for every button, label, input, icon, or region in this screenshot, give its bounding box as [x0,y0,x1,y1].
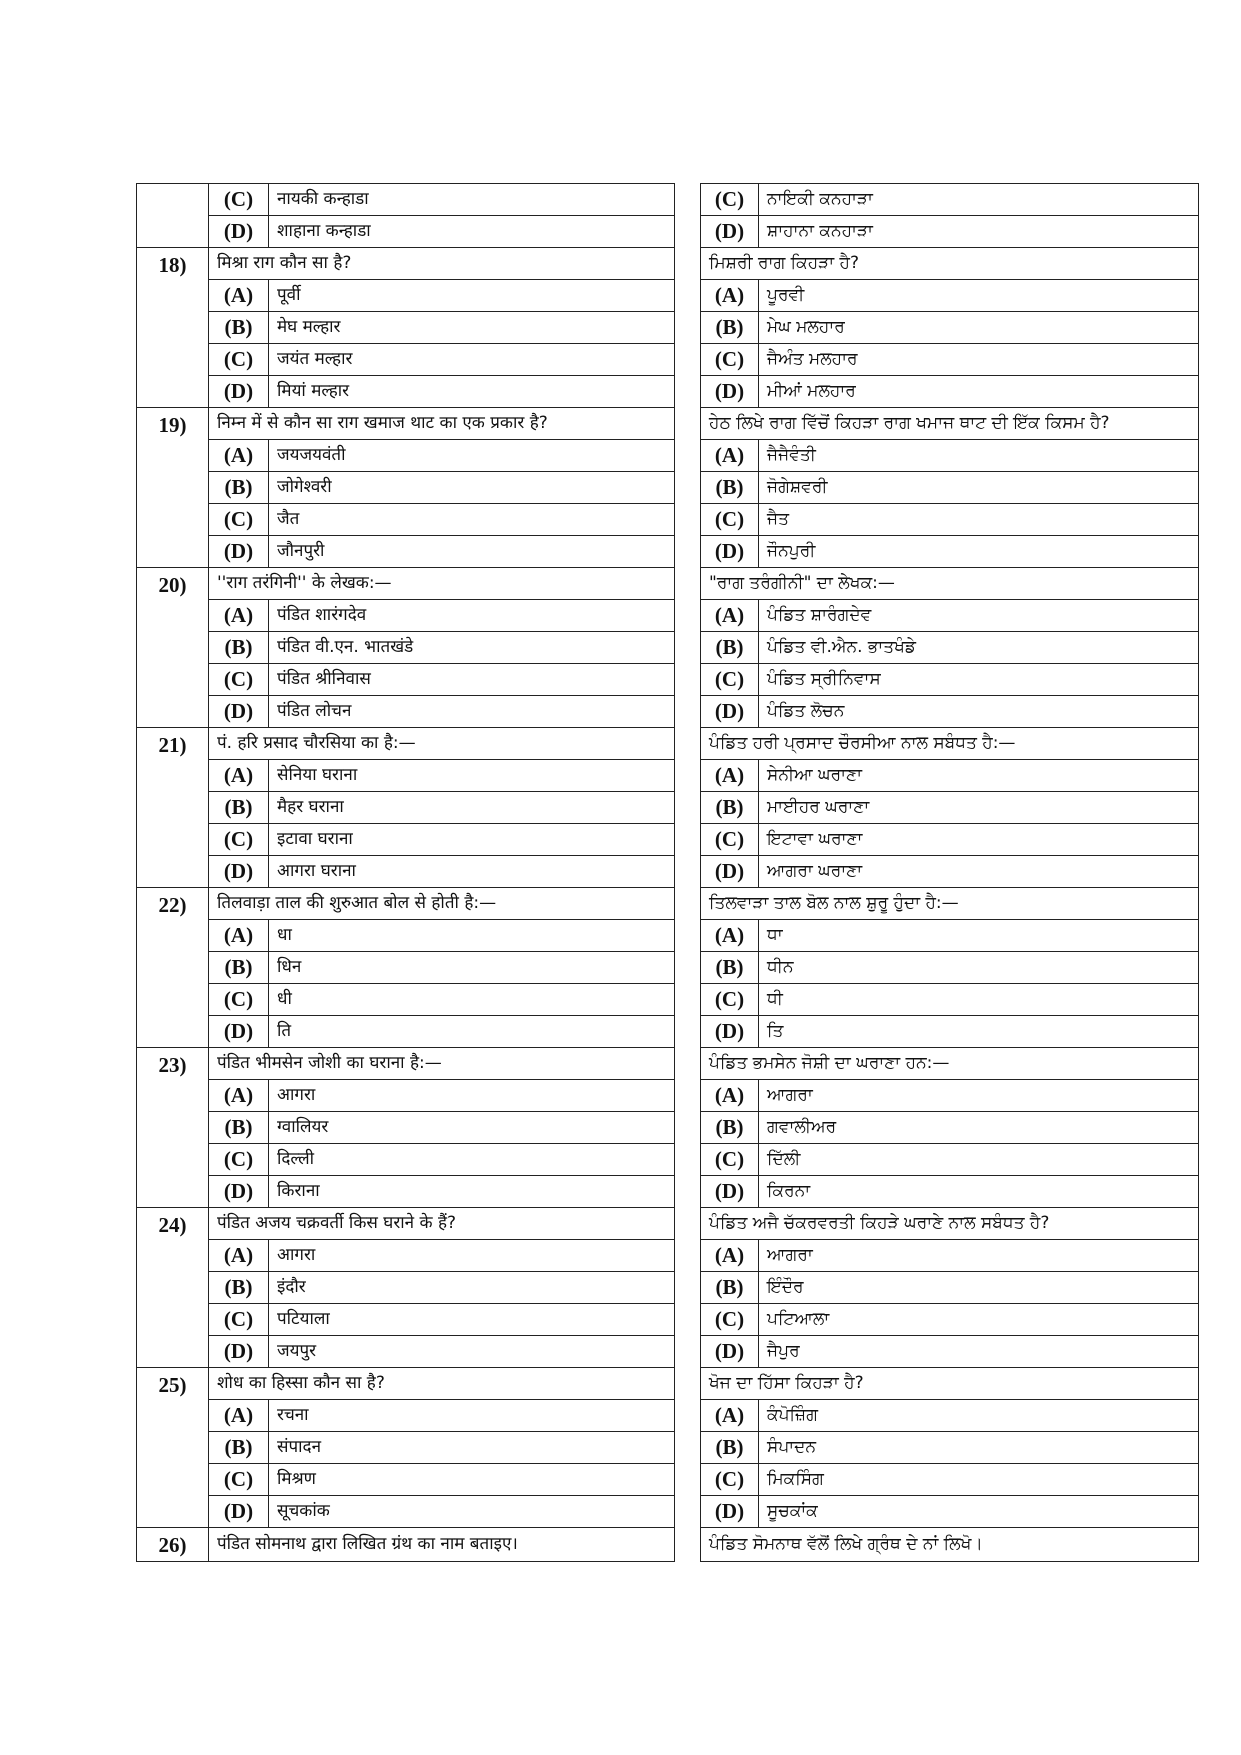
option-letter-punjabi: (C) [701,1304,759,1336]
column-gap [675,536,701,568]
option-row [137,216,1199,248]
option-text-hindi: इटावा घराना [269,824,675,856]
option-letter-hindi: (D) [209,1336,269,1368]
option-letter-punjabi: (D) [701,376,759,408]
option-row [137,1112,1199,1144]
option-letter-hindi: (D) [209,1176,269,1208]
option-row [137,472,1199,504]
question-number: 24) [137,1208,209,1368]
option-text-hindi: पंडित लोचन [269,696,675,728]
question-row [137,728,1199,760]
option-letter-punjabi: (B) [701,312,759,344]
option-letter-punjabi: (B) [701,1432,759,1464]
option-text-hindi: इंदौर [269,1272,675,1304]
option-letter-punjabi: (A) [701,280,759,312]
question-text-hindi: निम्न में से कौन सा राग खमाज थाट का एक प्रकार है? [209,408,675,440]
option-letter-hindi: (B) [209,1272,269,1304]
option-letter-punjabi: (A) [701,760,759,792]
option-row [137,760,1199,792]
column-gap [675,472,701,504]
option-letter-punjabi: (D) [701,1336,759,1368]
option-row [137,1176,1199,1208]
option-text-punjabi: ਆਗਰਾ ਘਰਾਣਾ [759,856,1199,888]
option-letter-punjabi: (D) [701,696,759,728]
question-number: 20) [137,568,209,728]
option-text-punjabi: ਧਾ [759,920,1199,952]
option-text-punjabi: ਇੰਦੌਰ [759,1272,1199,1304]
option-text-punjabi: ਜੈਪੁਰ [759,1336,1199,1368]
question-text-punjabi: ਪੰਡਿਤ ਸੋਮਨਾਥ ਵੱਲੋਂ ਲਿਖੇ ਗ੍ਰੰਥ ਦੇ ਨਾਂ ਲਿਖੋ। [701,1528,1199,1562]
question-row [137,1048,1199,1080]
option-letter-hindi: (C) [209,1144,269,1176]
option-letter-hindi: (A) [209,1080,269,1112]
option-row [137,792,1199,824]
option-text-punjabi: ਜੈਜੈਵੰਤੀ [759,440,1199,472]
question-text-punjabi: ਮਿਸ਼ਰੀ ਰਾਗ ਕਿਹੜਾ ਹੈ? [701,248,1199,280]
column-gap [675,248,701,280]
option-text-punjabi: ਨਾਇਕੀ ਕਨਹਾੜਾ [759,184,1199,216]
option-letter-hindi: (A) [209,760,269,792]
option-text-hindi: आगरा [269,1080,675,1112]
option-row [137,312,1199,344]
question-row [137,1368,1199,1400]
option-row [137,184,1199,216]
option-letter-punjabi: (D) [701,1016,759,1048]
option-letter-punjabi: (C) [701,504,759,536]
question-text-hindi: ''राग तरंगिनी'' के लेखक:— [209,568,675,600]
option-text-hindi: ति [269,1016,675,1048]
option-text-punjabi: ਪੰਡਿਤ ਲੋਚਨ [759,696,1199,728]
option-text-hindi: जोगेश्वरी [269,472,675,504]
column-gap [675,1400,701,1432]
option-text-punjabi: ਦਿੱਲੀ [759,1144,1199,1176]
option-row [137,1432,1199,1464]
option-letter-hindi: (A) [209,440,269,472]
option-text-hindi: नायकी कन्हाडा [269,184,675,216]
column-gap [675,1528,701,1562]
option-letter-punjabi: (D) [701,856,759,888]
option-row [137,1272,1199,1304]
option-row [137,920,1199,952]
question-text-hindi: पं. हरि प्रसाद चौरसिया का है:— [209,728,675,760]
option-row [137,1144,1199,1176]
question-text-punjabi: ਤਿਲਵਾੜਾ ਤਾਲ ਬੋਲ ਨਾਲ ਸ਼ੁਰੂ ਹੁੰਦਾ ਹੈ:— [701,888,1199,920]
column-gap [675,216,701,248]
option-text-punjabi: ਮਿਕਸਿੰਗ [759,1464,1199,1496]
option-letter-punjabi: (A) [701,1240,759,1272]
option-letter-hindi: (A) [209,920,269,952]
option-letter-hindi: (B) [209,1432,269,1464]
option-letter-hindi: (B) [209,312,269,344]
option-letter-punjabi: (B) [701,1272,759,1304]
option-letter-hindi: (A) [209,600,269,632]
option-row [137,440,1199,472]
option-letter-punjabi: (A) [701,440,759,472]
option-text-hindi: आगरा [269,1240,675,1272]
question-row [137,1208,1199,1240]
option-text-punjabi: ਕੰਪੋਜ਼ਿੰਗ [759,1400,1199,1432]
option-letter-hindi: (C) [209,504,269,536]
option-text-hindi: किराना [269,1176,675,1208]
question-text-hindi: पंडित भीमसेन जोशी का घराना है:— [209,1048,675,1080]
option-text-hindi: मैहर घराना [269,792,675,824]
option-row [137,376,1199,408]
option-text-punjabi: ਧੀ [759,984,1199,1016]
question-row [137,568,1199,600]
option-text-hindi: धी [269,984,675,1016]
option-text-punjabi: ਆਗਰਾ [759,1240,1199,1272]
question-text-punjabi: ਪੰਡਿਤ ਅਜੈ ਚੱਕਰਵਰਤੀ ਕਿਹੜੇ ਘਰਾਣੇ ਨਾਲ ਸਬੰਧਤ ਹੈ? [701,1208,1199,1240]
column-gap [675,632,701,664]
question-text-hindi: तिलवाड़ा ताल की शुरुआत बोल से होती है:— [209,888,675,920]
question-row [137,1528,1199,1562]
question-text-punjabi: "ਰਾਗ ਤਰੰਗੀਨੀ" ਦਾ ਲੇਖਕ:— [701,568,1199,600]
option-row [137,1336,1199,1368]
column-gap [675,1432,701,1464]
column-gap [675,600,701,632]
question-number: 25) [137,1368,209,1528]
option-row [137,1464,1199,1496]
option-letter-hindi: (A) [209,1240,269,1272]
question-text-punjabi: ਖੋਜ ਦਾ ਹਿੱਸਾ ਕਿਹੜਾ ਹੈ? [701,1368,1199,1400]
option-letter-hindi: (D) [209,1016,269,1048]
option-letter-hindi: (A) [209,280,269,312]
option-text-hindi: मियां मल्हार [269,376,675,408]
option-row [137,504,1199,536]
option-text-hindi: सूचकांक [269,1496,675,1528]
question-number [137,184,209,248]
question-number: 26) [137,1528,209,1562]
option-text-punjabi: ਕਿਰਨਾ [759,1176,1199,1208]
column-gap [675,1080,701,1112]
column-gap [675,376,701,408]
option-text-hindi: धा [269,920,675,952]
option-letter-hindi: (D) [209,216,269,248]
option-text-hindi: धिन [269,952,675,984]
column-gap [675,664,701,696]
option-text-punjabi: ਇਟਾਵਾ ਘਰਾਣਾ [759,824,1199,856]
option-letter-punjabi: (D) [701,1496,759,1528]
column-gap [675,856,701,888]
option-row [137,952,1199,984]
option-text-punjabi: ਮਾਈਹਰ ਘਰਾਣਾ [759,792,1199,824]
option-letter-hindi: (B) [209,1112,269,1144]
column-gap [675,440,701,472]
option-text-punjabi: ਪਟਿਆਲਾ [759,1304,1199,1336]
column-gap [675,1112,701,1144]
column-gap [675,1240,701,1272]
option-text-punjabi: ਤਿ [759,1016,1199,1048]
option-text-hindi: रचना [269,1400,675,1432]
option-text-punjabi: ਸੇਨੀਆ ਘਰਾਣਾ [759,760,1199,792]
column-gap [675,1304,701,1336]
column-gap [675,1272,701,1304]
option-letter-punjabi: (C) [701,344,759,376]
option-row [137,696,1199,728]
column-gap [675,984,701,1016]
column-gap [675,1368,701,1400]
option-row [137,1304,1199,1336]
option-row [137,1496,1199,1528]
column-gap [675,792,701,824]
option-letter-hindi: (D) [209,376,269,408]
question-text-punjabi: ਪੰਡਿਤ ਹਰੀ ਪ੍ਰਸਾਦ ਚੌਰਸੀਆ ਨਾਲ ਸਬੰਧਤ ਹੈ:— [701,728,1199,760]
option-text-hindi: मिश्रण [269,1464,675,1496]
question-text-punjabi: ਹੇਠ ਲਿਖੇ ਰਾਗ ਵਿੱਚੋਂ ਕਿਹੜਾ ਰਾਗ ਖਮਾਜ ਥਾਟ ਦੀ ਇੱਕ ਕਿਸਮ ਹੈ? [701,408,1199,440]
option-letter-punjabi: (D) [701,536,759,568]
option-text-hindi: पंडित वी.एन. भातखंडे [269,632,675,664]
option-row [137,344,1199,376]
option-letter-hindi: (A) [209,1400,269,1432]
option-letter-punjabi: (B) [701,1112,759,1144]
option-letter-hindi: (B) [209,792,269,824]
option-text-punjabi: ਮੇਘ ਮਲਹਾਰ [759,312,1199,344]
column-gap [675,888,701,920]
option-text-punjabi: ਮੀਆਂ ਮਲਹਾਰ [759,376,1199,408]
option-letter-punjabi: (C) [701,184,759,216]
option-letter-hindi: (C) [209,1304,269,1336]
option-letter-hindi: (B) [209,632,269,664]
option-text-punjabi: ਜੌਨਪੁਰੀ [759,536,1199,568]
option-text-punjabi: ਸੰਪਾਦਨ [759,1432,1199,1464]
option-text-punjabi: ਪੰਡਿਤ ਵੀ.ਐਨ. ਭਾਤਖੰਡੇ [759,632,1199,664]
option-letter-punjabi: (C) [701,824,759,856]
column-gap [675,1176,701,1208]
question-table-body [137,184,1199,1562]
option-letter-punjabi: (A) [701,1400,759,1432]
option-letter-punjabi: (C) [701,1464,759,1496]
option-letter-punjabi: (B) [701,952,759,984]
option-letter-hindi: (C) [209,824,269,856]
option-letter-punjabi: (A) [701,600,759,632]
option-letter-hindi: (D) [209,856,269,888]
column-gap [675,696,701,728]
question-row [137,248,1199,280]
column-gap [675,1144,701,1176]
option-text-hindi: पटियाला [269,1304,675,1336]
option-text-hindi: पंडित श्रीनिवास [269,664,675,696]
column-gap [675,568,701,600]
column-gap [675,952,701,984]
option-letter-punjabi: (B) [701,632,759,664]
option-letter-punjabi: (B) [701,792,759,824]
option-text-punjabi: ਧੀਨ [759,952,1199,984]
option-row [137,1400,1199,1432]
option-text-hindi: ग्वालियर [269,1112,675,1144]
question-row [137,408,1199,440]
option-row [137,536,1199,568]
column-gap [675,504,701,536]
column-gap [675,824,701,856]
column-gap [675,312,701,344]
column-gap [675,1496,701,1528]
option-text-hindi: जयपुर [269,1336,675,1368]
option-letter-punjabi: (C) [701,984,759,1016]
option-text-hindi: सेनिया घराना [269,760,675,792]
option-letter-hindi: (C) [209,984,269,1016]
option-row [137,984,1199,1016]
option-letter-hindi: (B) [209,472,269,504]
column-gap [675,408,701,440]
option-letter-hindi: (C) [209,664,269,696]
option-text-hindi: जयजयवंती [269,440,675,472]
option-text-punjabi: ਜੋਗੇਸ਼ਵਰੀ [759,472,1199,504]
question-number: 22) [137,888,209,1048]
option-letter-hindi: (D) [209,536,269,568]
question-text-hindi: पंडित सोमनाथ द्वारा लिखित ग्रंथ का नाम बताइए। [209,1528,675,1562]
option-letter-punjabi: (D) [701,216,759,248]
question-number: 23) [137,1048,209,1208]
column-gap [675,1336,701,1368]
option-text-hindi: मेघ मल्हार [269,312,675,344]
option-text-punjabi: ਸ਼ਾਹਾਨਾ ਕਨਹਾੜਾ [759,216,1199,248]
option-text-punjabi: ਪੰਡਿਤ ਸ਼ਾਰੰਗਦੇਵ [759,600,1199,632]
option-letter-punjabi: (B) [701,472,759,504]
option-row [137,632,1199,664]
option-letter-hindi: (C) [209,344,269,376]
question-text-punjabi: ਪੰਡਿਤ ਭਮਸੇਨ ਜੋਸ਼ੀ ਦਾ ਘਰਾਣਾ ਹਨ:— [701,1048,1199,1080]
question-row [137,888,1199,920]
option-text-hindi: पंडित शारंगदेव [269,600,675,632]
option-row [137,664,1199,696]
option-row [137,600,1199,632]
option-text-hindi: आगरा घराना [269,856,675,888]
option-letter-punjabi: (D) [701,1176,759,1208]
column-gap [675,1016,701,1048]
option-text-punjabi: ਜੈਅੰਤ ਮਲਹਾਰ [759,344,1199,376]
option-letter-punjabi: (A) [701,920,759,952]
option-text-punjabi: ਸੂਚਕਾਂਕ [759,1496,1199,1528]
question-text-hindi: मिश्रा राग कौन सा है? [209,248,675,280]
option-text-punjabi: ਆਗਰਾ [759,1080,1199,1112]
option-letter-hindi: (B) [209,952,269,984]
option-letter-punjabi: (C) [701,664,759,696]
option-letter-hindi: (D) [209,696,269,728]
column-gap [675,920,701,952]
option-text-punjabi: ਪੰਡਿਤ ਸ੍ਰੀਨਿਵਾਸ [759,664,1199,696]
option-text-hindi: दिल्ली [269,1144,675,1176]
option-row [137,280,1199,312]
option-letter-hindi: (D) [209,1496,269,1528]
question-number: 19) [137,408,209,568]
option-row [137,824,1199,856]
column-gap [675,344,701,376]
option-text-hindi: जैत [269,504,675,536]
option-text-hindi: जयंत मल्हार [269,344,675,376]
option-text-hindi: संपादन [269,1432,675,1464]
column-gap [675,728,701,760]
column-gap [675,280,701,312]
column-gap [675,1208,701,1240]
option-row [137,856,1199,888]
option-letter-hindi: (C) [209,184,269,216]
option-letter-hindi: (C) [209,1464,269,1496]
column-gap [675,1464,701,1496]
column-gap [675,1048,701,1080]
question-table [136,183,1199,1562]
column-gap [675,760,701,792]
option-text-hindi: जौनपुरी [269,536,675,568]
question-number: 21) [137,728,209,888]
option-row [137,1080,1199,1112]
question-text-hindi: पंडित अजय चक्रवर्ती किस घराने के हैं? [209,1208,675,1240]
option-text-hindi: शाहाना कन्हाडा [269,216,675,248]
option-text-hindi: पूर्वी [269,280,675,312]
option-letter-punjabi: (C) [701,1144,759,1176]
column-gap [675,184,701,216]
question-number: 18) [137,248,209,408]
option-letter-punjabi: (A) [701,1080,759,1112]
option-text-punjabi: ਗਵਾਲੀਅਰ [759,1112,1199,1144]
option-row [137,1240,1199,1272]
option-text-punjabi: ਜੈਤ [759,504,1199,536]
question-text-hindi: शोध का हिस्सा कौन सा है? [209,1368,675,1400]
option-text-punjabi: ਪੂਰਵੀ [759,280,1199,312]
option-row [137,1016,1199,1048]
